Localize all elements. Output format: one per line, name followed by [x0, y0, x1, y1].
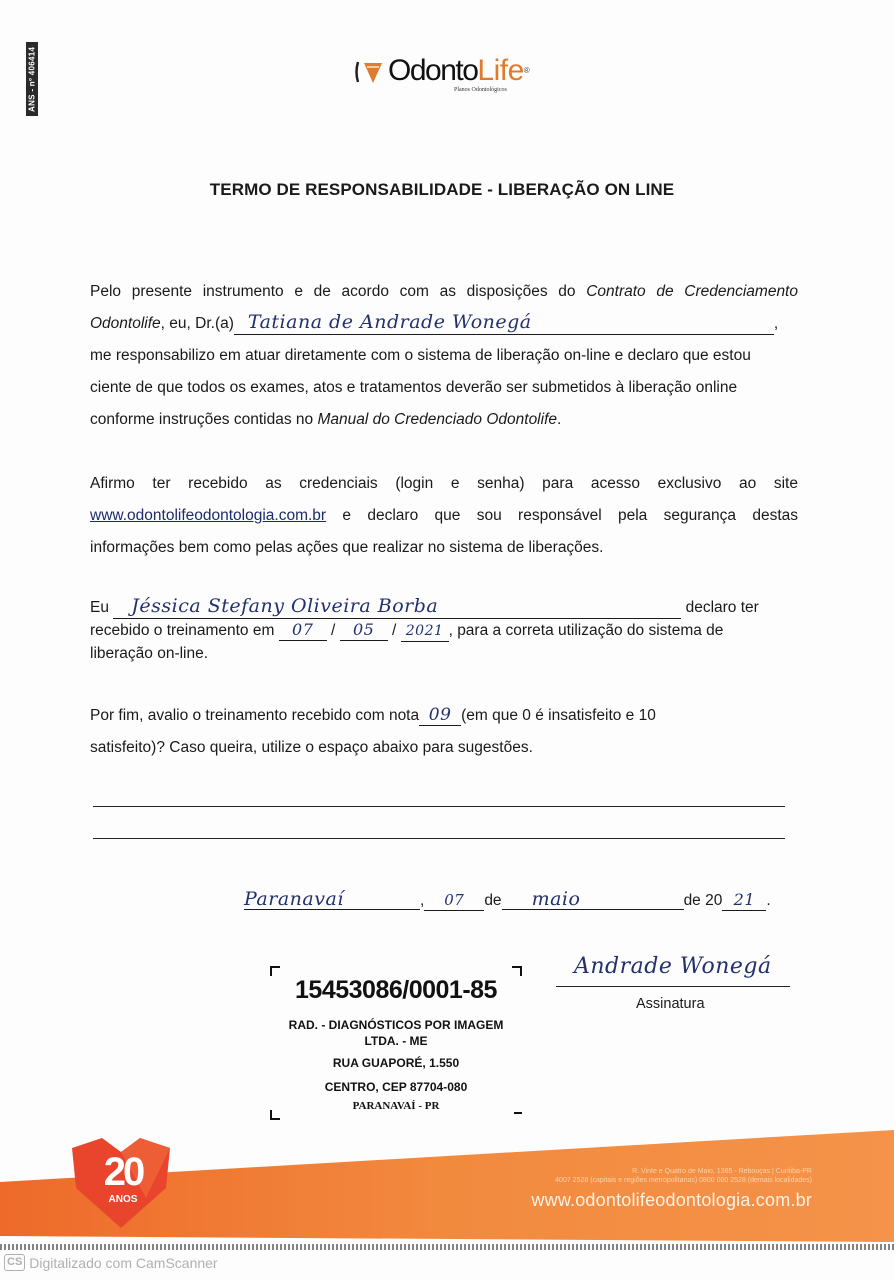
anniversary-number: 20 — [103, 1150, 143, 1194]
stamp-company-suffix: LTDA. - ME — [364, 1034, 428, 1048]
place-date-line: Paranavaí , 07 de maio de 20 21 . — [244, 888, 771, 910]
training-score-field[interactable]: 09 — [419, 705, 461, 726]
day-field[interactable]: 07 — [424, 890, 484, 911]
signature[interactable] — [556, 950, 790, 988]
training-year-field[interactable]: 2021 — [401, 621, 449, 642]
anniversary-word: ANOS — [108, 1194, 138, 1205]
camscanner-watermark — [4, 1254, 218, 1271]
ans-registration-tag: ANS - nº 406414 — [26, 42, 38, 116]
trainee-name-field[interactable]: Jéssica Stefany Oliveira Borba — [113, 596, 681, 619]
suggestion-line-2[interactable] — [93, 838, 785, 839]
footer-address: R. Vinte e Quatro de Maio, 1365 - Rebouças | Curitiba-PR — [632, 1168, 812, 1175]
month-field[interactable]: maio — [502, 889, 684, 910]
camscanner-text: Digitalizado com CamScanner — [29, 1254, 218, 1271]
signature-handwriting: Andrade Wonegá — [574, 954, 772, 979]
stamp-city: PARANAVAÍ - PR — [352, 1100, 440, 1112]
dentist-name-field[interactable]: Tatiana de Andrade Wonegá — [234, 312, 774, 335]
year-field[interactable]: 21 — [722, 890, 766, 911]
stamp-street: RUA GUAPORÉ, 1.550 — [332, 1056, 460, 1070]
paragraph-training: Eu Jéssica Stefany Oliveira Borba declaro ter recebido o treinamento em 07 / 05 / 2021 , para a correta utilização do sistema de liberação on-line. — [90, 595, 759, 662]
paragraph-credentials: Afirmo ter recebido as credenciais (login e senha) para acesso exclusivo ao site www.odontolifeodontologia.com.br e declaro que sou responsável pela segurança destas informações bem como pelas ações que realizar no sistema de liberações. — [90, 475, 798, 556]
scan-edge-dots — [0, 1244, 894, 1250]
stamp-cnpj: 15453086/0001-85 — [295, 976, 497, 1004]
logo-text-main: Odonto — [388, 54, 478, 87]
footer-website[interactable]: www.odontolifeodontologia.com.br — [531, 1190, 812, 1210]
footer-band — [0, 1130, 894, 1242]
paragraph-rating: Por fim, avalio o treinamento recebido com nota 09 (em que 0 é insatisfeito e 10 satisfeito)? Caso queira, utilize o espaço abaixo para sugestões. — [90, 705, 656, 756]
signature-label: Assinatura — [636, 996, 705, 1012]
training-day-field[interactable]: 07 — [279, 620, 327, 641]
company-stamp — [268, 962, 524, 1122]
logo-wordmark: OdontoLife® — [388, 54, 529, 87]
training-month-field[interactable]: 05 — [340, 620, 388, 641]
logo-tooth-icon — [354, 58, 386, 86]
footer-phones: 4007 2528 (capitais e regiões metropolitanas) 0800 000 2528 (demais localidades) — [555, 1177, 812, 1184]
paragraph-contract: Pelo presente instrumento e de acordo com as disposições do Contrato de Credenciamento Odontolife, eu, Dr.(a) Tatiana de Andrade Wonegá , me responsabilizo em atuar diretamente com o sistema de liberação on-line e declaro que estou ciente de que todos os exames, atos e tratamentos deverão ser submetidos à liberação online conforme instruções contidas no Manual do Credenciado Odontolife. — [90, 283, 798, 428]
stamp-company-name: RAD. - DIAGNÓSTICOS POR IMAGEM — [288, 1018, 504, 1032]
stamp-district-cep: CENTRO, CEP 87704-080 — [324, 1080, 468, 1094]
suggestion-line-1[interactable] — [93, 806, 785, 807]
camscanner-logo-icon: CS — [4, 1254, 25, 1271]
odontolife-logo — [354, 52, 554, 96]
website-link[interactable]: www.odontolifeodontologia.com.br — [90, 507, 327, 524]
logo-text-accent: Life — [477, 54, 524, 87]
city-field[interactable]: Paranavaí — [244, 889, 420, 910]
logo-tagline: Planos Odontológicos — [454, 87, 507, 93]
signature-line — [556, 986, 790, 987]
document-title: TERMO DE RESPONSABILIDADE - LIBERAÇÃO ON LINE — [209, 180, 675, 199]
